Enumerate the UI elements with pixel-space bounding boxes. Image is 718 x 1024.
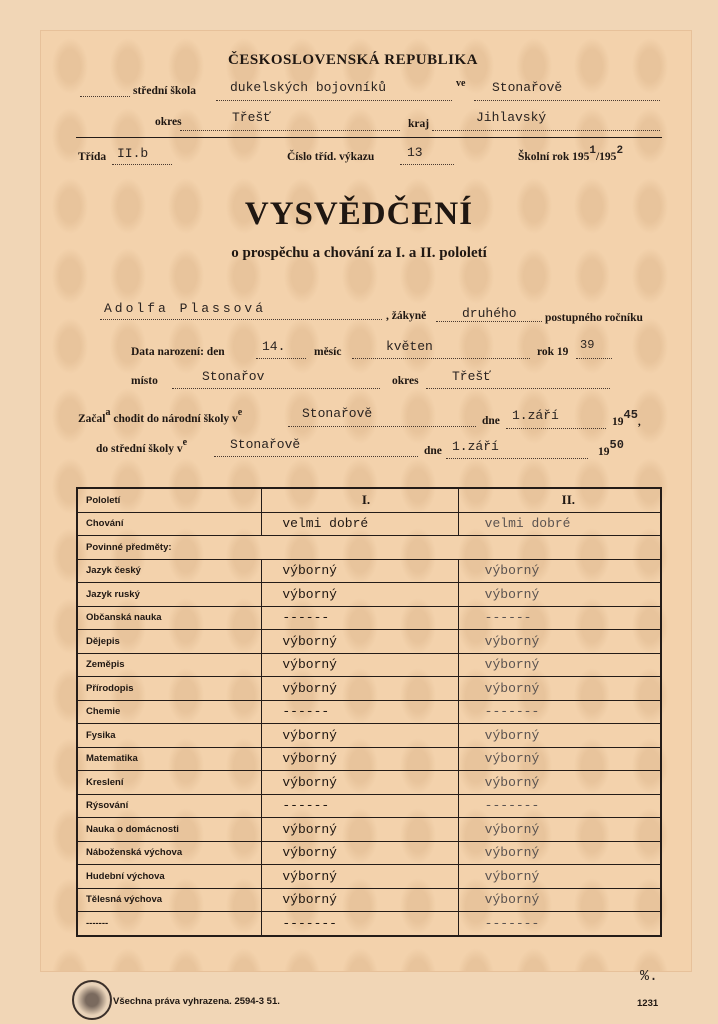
- rok-b: 2: [616, 145, 624, 157]
- grade-sem-2: výborný: [458, 747, 661, 771]
- grade-sem-2: výborný: [458, 583, 661, 607]
- grades-table: [76, 487, 662, 937]
- stredni-town: Stonařově: [230, 437, 301, 452]
- school-name: dukelských bojovníků: [230, 80, 387, 95]
- rok-a: 1: [589, 145, 596, 157]
- grade-sem-1: -------: [262, 912, 458, 936]
- page-mark: %.: [640, 968, 659, 985]
- subject-name: Jazyk ruský: [77, 583, 262, 607]
- narodni-label: chodit do národní školy v: [113, 413, 238, 425]
- subject-row: [77, 818, 661, 842]
- subject-row: [77, 724, 661, 748]
- pololeti-label: Pololetí: [77, 488, 262, 512]
- grade-sem-2: výborný: [458, 630, 661, 654]
- grade-sem-1: výborný: [262, 583, 458, 607]
- subject-name: Nauka o domácnosti: [77, 818, 262, 842]
- stredni-label: do střední školy v: [96, 443, 183, 455]
- subject-row: [77, 841, 661, 865]
- rocnik-value: druhého: [462, 306, 517, 321]
- birth-okres-label: okres: [392, 375, 419, 387]
- grade-sem-1: ------: [262, 700, 458, 724]
- grade-sem-1: výborný: [262, 724, 458, 748]
- grade-sem-2: výborný: [458, 677, 661, 701]
- subject-row: [77, 606, 661, 630]
- povinne-label: Povinné předměty:: [77, 536, 661, 560]
- chovani-grade-1: velmi dobré: [262, 512, 458, 536]
- student-name: Adolfa Plassová: [104, 301, 267, 316]
- grade-sem-1: výborný: [262, 677, 458, 701]
- stredni-date: 1.září: [452, 439, 499, 454]
- pololeti-row: [77, 488, 661, 512]
- school-town: Stonařově: [492, 80, 563, 95]
- grade-sem-1: výborný: [262, 865, 458, 889]
- grade-sem-1: výborný: [262, 747, 458, 771]
- birth-okres: Třešť: [452, 369, 492, 384]
- chovani-grade-2: velmi dobré: [458, 512, 661, 536]
- grade-sem-2: výborný: [458, 724, 661, 748]
- grade-sem-1: výborný: [262, 771, 458, 795]
- grade-sem-1: ------: [262, 606, 458, 630]
- subject-name: Rýsování: [77, 794, 262, 818]
- subject-row: [77, 888, 661, 912]
- grade-sem-2: výborný: [458, 771, 661, 795]
- mesic-label: měsíc: [314, 346, 342, 358]
- trida-value: II.b: [117, 146, 149, 161]
- narodni-date: 1.září: [512, 408, 559, 423]
- stredni-prefix: e: [182, 437, 188, 448]
- kraj-value: Jihlavský: [476, 110, 547, 125]
- subject-name: Fysika: [77, 724, 262, 748]
- grade-sem-2: -------: [458, 794, 661, 818]
- grade-sem-1: výborný: [262, 841, 458, 865]
- grade-sem-2: výborný: [458, 559, 661, 583]
- grade-sem-1: výborný: [262, 888, 458, 912]
- semester-2-header: II.: [458, 488, 661, 512]
- subject-name: Přírodopis: [77, 677, 262, 701]
- birth-label: Data narození: den: [131, 346, 225, 358]
- birth-rok-label: rok 19: [537, 346, 569, 358]
- narodni-year: 45: [623, 408, 638, 422]
- grade-sem-2: výborný: [458, 888, 661, 912]
- narodni-town: Stonařově: [302, 406, 373, 421]
- rok-sep: /195: [595, 151, 617, 163]
- grade-sem-2: -------: [458, 700, 661, 724]
- chovani-label: Chování: [77, 512, 262, 536]
- trida-label: Třída: [78, 151, 107, 163]
- dne-label: dne: [482, 415, 500, 427]
- stredni-year-prefix: 19: [598, 446, 610, 458]
- subject-name: -------: [77, 912, 262, 936]
- subject-row: [77, 865, 661, 889]
- narodni-year-prefix: 19: [612, 416, 624, 428]
- stredni-year: 50: [609, 438, 624, 452]
- form-number: 1231: [637, 998, 659, 1009]
- zacal-label: Začal: [78, 413, 106, 425]
- okres-label: okres: [155, 116, 182, 128]
- subject-name: Matematika: [77, 747, 262, 771]
- zak-label: žákyně: [391, 310, 427, 322]
- grade-sem-2: výborný: [458, 841, 661, 865]
- povinne-row: [77, 536, 661, 560]
- publisher-seal-icon: [72, 980, 112, 1020]
- birth-day: 14.: [262, 339, 286, 354]
- subject-row: [77, 771, 661, 795]
- subject-name: Hudební výchova: [77, 865, 262, 889]
- dne2-label: dne: [424, 445, 442, 457]
- kraj-label: kraj: [408, 118, 430, 130]
- grade-sem-2: ------: [458, 606, 661, 630]
- subject-row: [77, 794, 661, 818]
- republic-heading: ČESKOSLOVENSKÁ REPUBLIKA: [228, 52, 478, 68]
- misto-label: místo: [131, 375, 158, 387]
- subject-name: Kreslení: [77, 771, 262, 795]
- grade-sem-1: výborný: [262, 653, 458, 677]
- subject-row: [77, 559, 661, 583]
- subject-name: Dějepis: [77, 630, 262, 654]
- subject-row: [77, 747, 661, 771]
- grade-sem-1: ------: [262, 794, 458, 818]
- grade-sem-2: výborný: [458, 865, 661, 889]
- v-prefix: ve: [456, 78, 466, 89]
- grade-sem-1: výborný: [262, 559, 458, 583]
- rights-notice: Všechna práva vyhrazena. 2594-3 51.: [113, 996, 280, 1007]
- subject-name: Chemie: [77, 700, 262, 724]
- subject-name: Zeměpis: [77, 653, 262, 677]
- chovani-row: [77, 512, 661, 536]
- subject-name: Občanská nauka: [77, 606, 262, 630]
- okres-value: Třešť: [232, 110, 272, 125]
- grade-sem-2: -------: [458, 912, 661, 936]
- grade-sem-2: výborný: [458, 653, 661, 677]
- header-divider: [76, 137, 662, 138]
- subject-row: [77, 583, 661, 607]
- birth-month: květen: [386, 339, 433, 354]
- subject-row: [77, 677, 661, 701]
- subject-row: [77, 653, 661, 677]
- subject-name: Náboženská výchova: [77, 841, 262, 865]
- birth-place: Stonařov: [202, 369, 265, 384]
- subject-name: Jazyk český: [77, 559, 262, 583]
- grade-sem-1: výborný: [262, 818, 458, 842]
- birth-year: 39: [580, 338, 595, 352]
- rocnik-label: postupného ročníku: [545, 312, 643, 324]
- semester-1-header: I.: [262, 488, 458, 512]
- subject-name: Tělesná výchova: [77, 888, 262, 912]
- narodni-prefix: e: [237, 407, 243, 418]
- rok-label: Školní rok 195: [518, 151, 590, 163]
- grade-sem-1: výborný: [262, 630, 458, 654]
- grade-sem-2: výborný: [458, 818, 661, 842]
- subject-row: [77, 912, 661, 936]
- document-subtitle: o prospěchu a chování za I. a II. pololetí: [231, 245, 487, 261]
- subject-row: [77, 700, 661, 724]
- zacal-suffix: a: [105, 407, 111, 418]
- cislo-value: 13: [407, 145, 423, 160]
- school-label: střední škola: [133, 85, 196, 97]
- subject-row: [77, 630, 661, 654]
- document-title: VYSVĚDČENÍ: [244, 196, 474, 232]
- cislo-label: Číslo tříd. výkazu: [287, 151, 375, 163]
